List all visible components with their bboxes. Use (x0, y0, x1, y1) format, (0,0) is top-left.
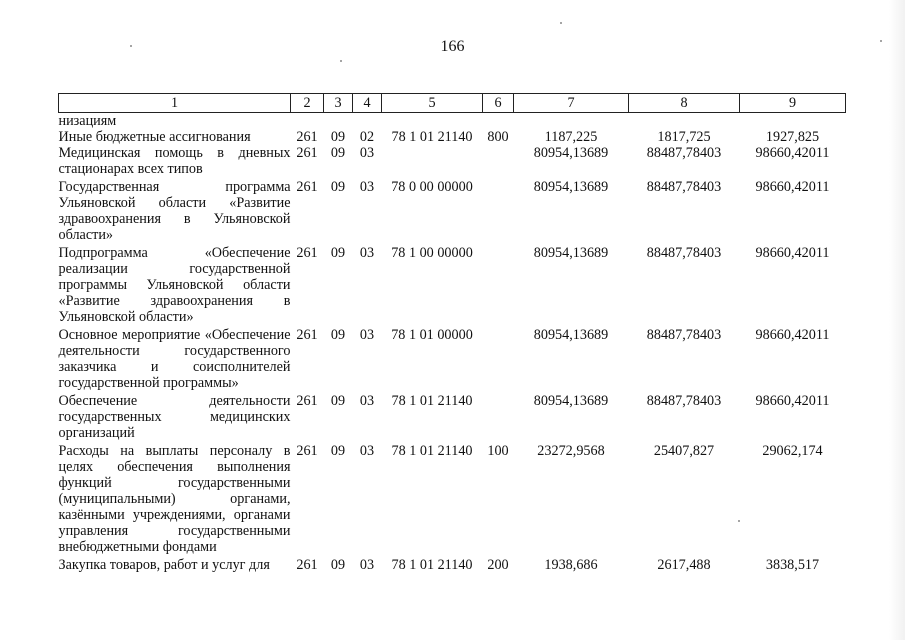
cell-c2: 261 (296, 179, 318, 195)
cell-c5: 78 1 01 21140 (391, 557, 473, 573)
cell-c9: 98660,42011 (755, 327, 830, 343)
cell-c4: 03 (359, 145, 375, 161)
cell-c2: 261 (296, 327, 318, 343)
cell-c2: 261 (296, 557, 318, 573)
cell-c3: 09 (330, 145, 346, 161)
cell-c6 (483, 177, 514, 243)
table-row (59, 391, 846, 441)
cell-c5: 78 0 00 00000 (391, 179, 473, 195)
table-row (59, 555, 846, 573)
cell-c4: 02 (359, 129, 375, 145)
row-name: Основное мероприятие «Обеспечение деятельности государственного заказчика и соисполнителей государственной программы» (58, 327, 291, 391)
cell-c8: 25407,827 (653, 443, 715, 459)
scan-speck (130, 45, 132, 47)
cell-c5: 78 1 01 00000 (391, 327, 473, 343)
cell-c3: 09 (330, 245, 346, 261)
cell-c4: 03 (359, 393, 375, 409)
cell-c2: 261 (296, 393, 318, 409)
cell-c8: 88487,78403 (646, 393, 722, 409)
cell-c8: 2617,488 (657, 557, 711, 573)
scan-speck (340, 60, 342, 62)
cell-c6: 200 (487, 557, 509, 573)
cell-c2: 261 (296, 443, 318, 459)
scan-speck (738, 520, 740, 522)
row-name: Обеспечение деятельности государственных медицинских организаций (58, 393, 291, 441)
cell-c7: 80954,13689 (533, 245, 609, 261)
cell-c9: 98660,42011 (755, 179, 830, 195)
header-cell-2: 2 (291, 94, 324, 113)
cell-c2: 261 (296, 145, 318, 161)
header-cell-4: 4 (353, 94, 382, 113)
cell-c9: 3838,517 (765, 557, 820, 573)
cell-c5: 78 1 00 00000 (391, 245, 473, 261)
cell-c7: 23272,9568 (537, 443, 605, 459)
cell-c9: 29062,174 (762, 443, 823, 459)
cell-c6 (483, 243, 514, 325)
cell-c3: 09 (330, 327, 346, 343)
scan-speck (560, 22, 562, 24)
cell-c5 (382, 145, 483, 177)
cell-c6 (483, 391, 514, 441)
table-row (59, 177, 846, 243)
table-row (59, 441, 846, 555)
table-row (59, 129, 846, 145)
scan-speck (880, 40, 882, 42)
header-row (59, 94, 846, 113)
page-number: 166 (440, 38, 465, 55)
table-row (59, 243, 846, 325)
table-row (59, 325, 846, 391)
header-cell-5: 5 (382, 94, 483, 113)
cell-c8: 88487,78403 (646, 145, 722, 161)
cell-c8: 88487,78403 (646, 179, 722, 195)
header-cell-7: 7 (514, 94, 629, 113)
cell-c7: 80954,13689 (533, 145, 609, 161)
cell-c4: 03 (359, 557, 375, 573)
cell-c9: 98660,42011 (755, 245, 830, 261)
cell-c6: 800 (487, 129, 509, 145)
cell-c5: 78 1 01 21140 (391, 443, 473, 459)
cell-c6: 100 (487, 443, 509, 459)
scan-edge-shadow (889, 0, 905, 640)
cell-c2: 261 (296, 245, 318, 261)
cell-c7: 80954,13689 (533, 327, 609, 343)
cell-c7: 1187,225 (544, 129, 598, 145)
cell-c3: 09 (330, 129, 346, 145)
header-cell-8: 8 (629, 94, 740, 113)
header-cell-1: 1 (59, 94, 291, 113)
cell-c4: 03 (359, 327, 375, 343)
cell-c5: 78 1 01 21140 (391, 393, 473, 409)
header-cell-9: 9 (740, 94, 846, 113)
cell-c3: 09 (330, 393, 346, 409)
cell-c7: 80954,13689 (533, 179, 609, 195)
cell-c5: 78 1 01 21140 (391, 129, 473, 145)
row-name: Подпрограмма «Обеспечение реализации государственной программы Ульяновской области «Развитие здравоохранения в Ульяновской области» (58, 245, 291, 325)
cell-c6 (483, 145, 514, 177)
cell-c7: 80954,13689 (533, 393, 609, 409)
row-name: Расходы на выплаты персоналу в целях обеспечения выполнения функций государственными (муниципальными) органами, казёнными учреждениями, органами управления государственными внебюджетными фондами (58, 443, 291, 555)
cell-c9: 98660,42011 (755, 393, 830, 409)
cell-c7: 1938,686 (544, 557, 598, 573)
header-cell-6: 6 (483, 94, 514, 113)
table-row (59, 145, 846, 177)
cell-c8: 1817,725 (657, 129, 711, 145)
header-cell-3: 3 (324, 94, 353, 113)
cell-c2: 261 (296, 129, 318, 145)
cell-c6 (483, 325, 514, 391)
cell-c3: 09 (330, 179, 346, 195)
row-name: Закупка товаров, работ и услуг для (58, 557, 270, 573)
cell-c8: 88487,78403 (646, 327, 722, 343)
cell-c3: 09 (330, 443, 346, 459)
cell-c3: 09 (330, 557, 346, 573)
row-name: Иные бюджетные ассигнования (58, 129, 251, 145)
row-name: Медицинская помощь в дневных стационарах всех типов (58, 145, 291, 177)
budget-table (58, 93, 846, 573)
cell-c4: 03 (359, 245, 375, 261)
cell-c8: 88487,78403 (646, 245, 722, 261)
cell-c9: 1927,825 (765, 129, 820, 145)
cell-c4: 03 (359, 443, 375, 459)
continuation-row (59, 113, 846, 130)
cell-c4: 03 (359, 179, 375, 195)
cell-c9: 98660,42011 (755, 145, 830, 161)
row-name: Государственная программа Ульяновской области «Развитие здравоохранения в Ульяновской области» (58, 179, 291, 243)
continuation-text: низациям (58, 113, 117, 129)
